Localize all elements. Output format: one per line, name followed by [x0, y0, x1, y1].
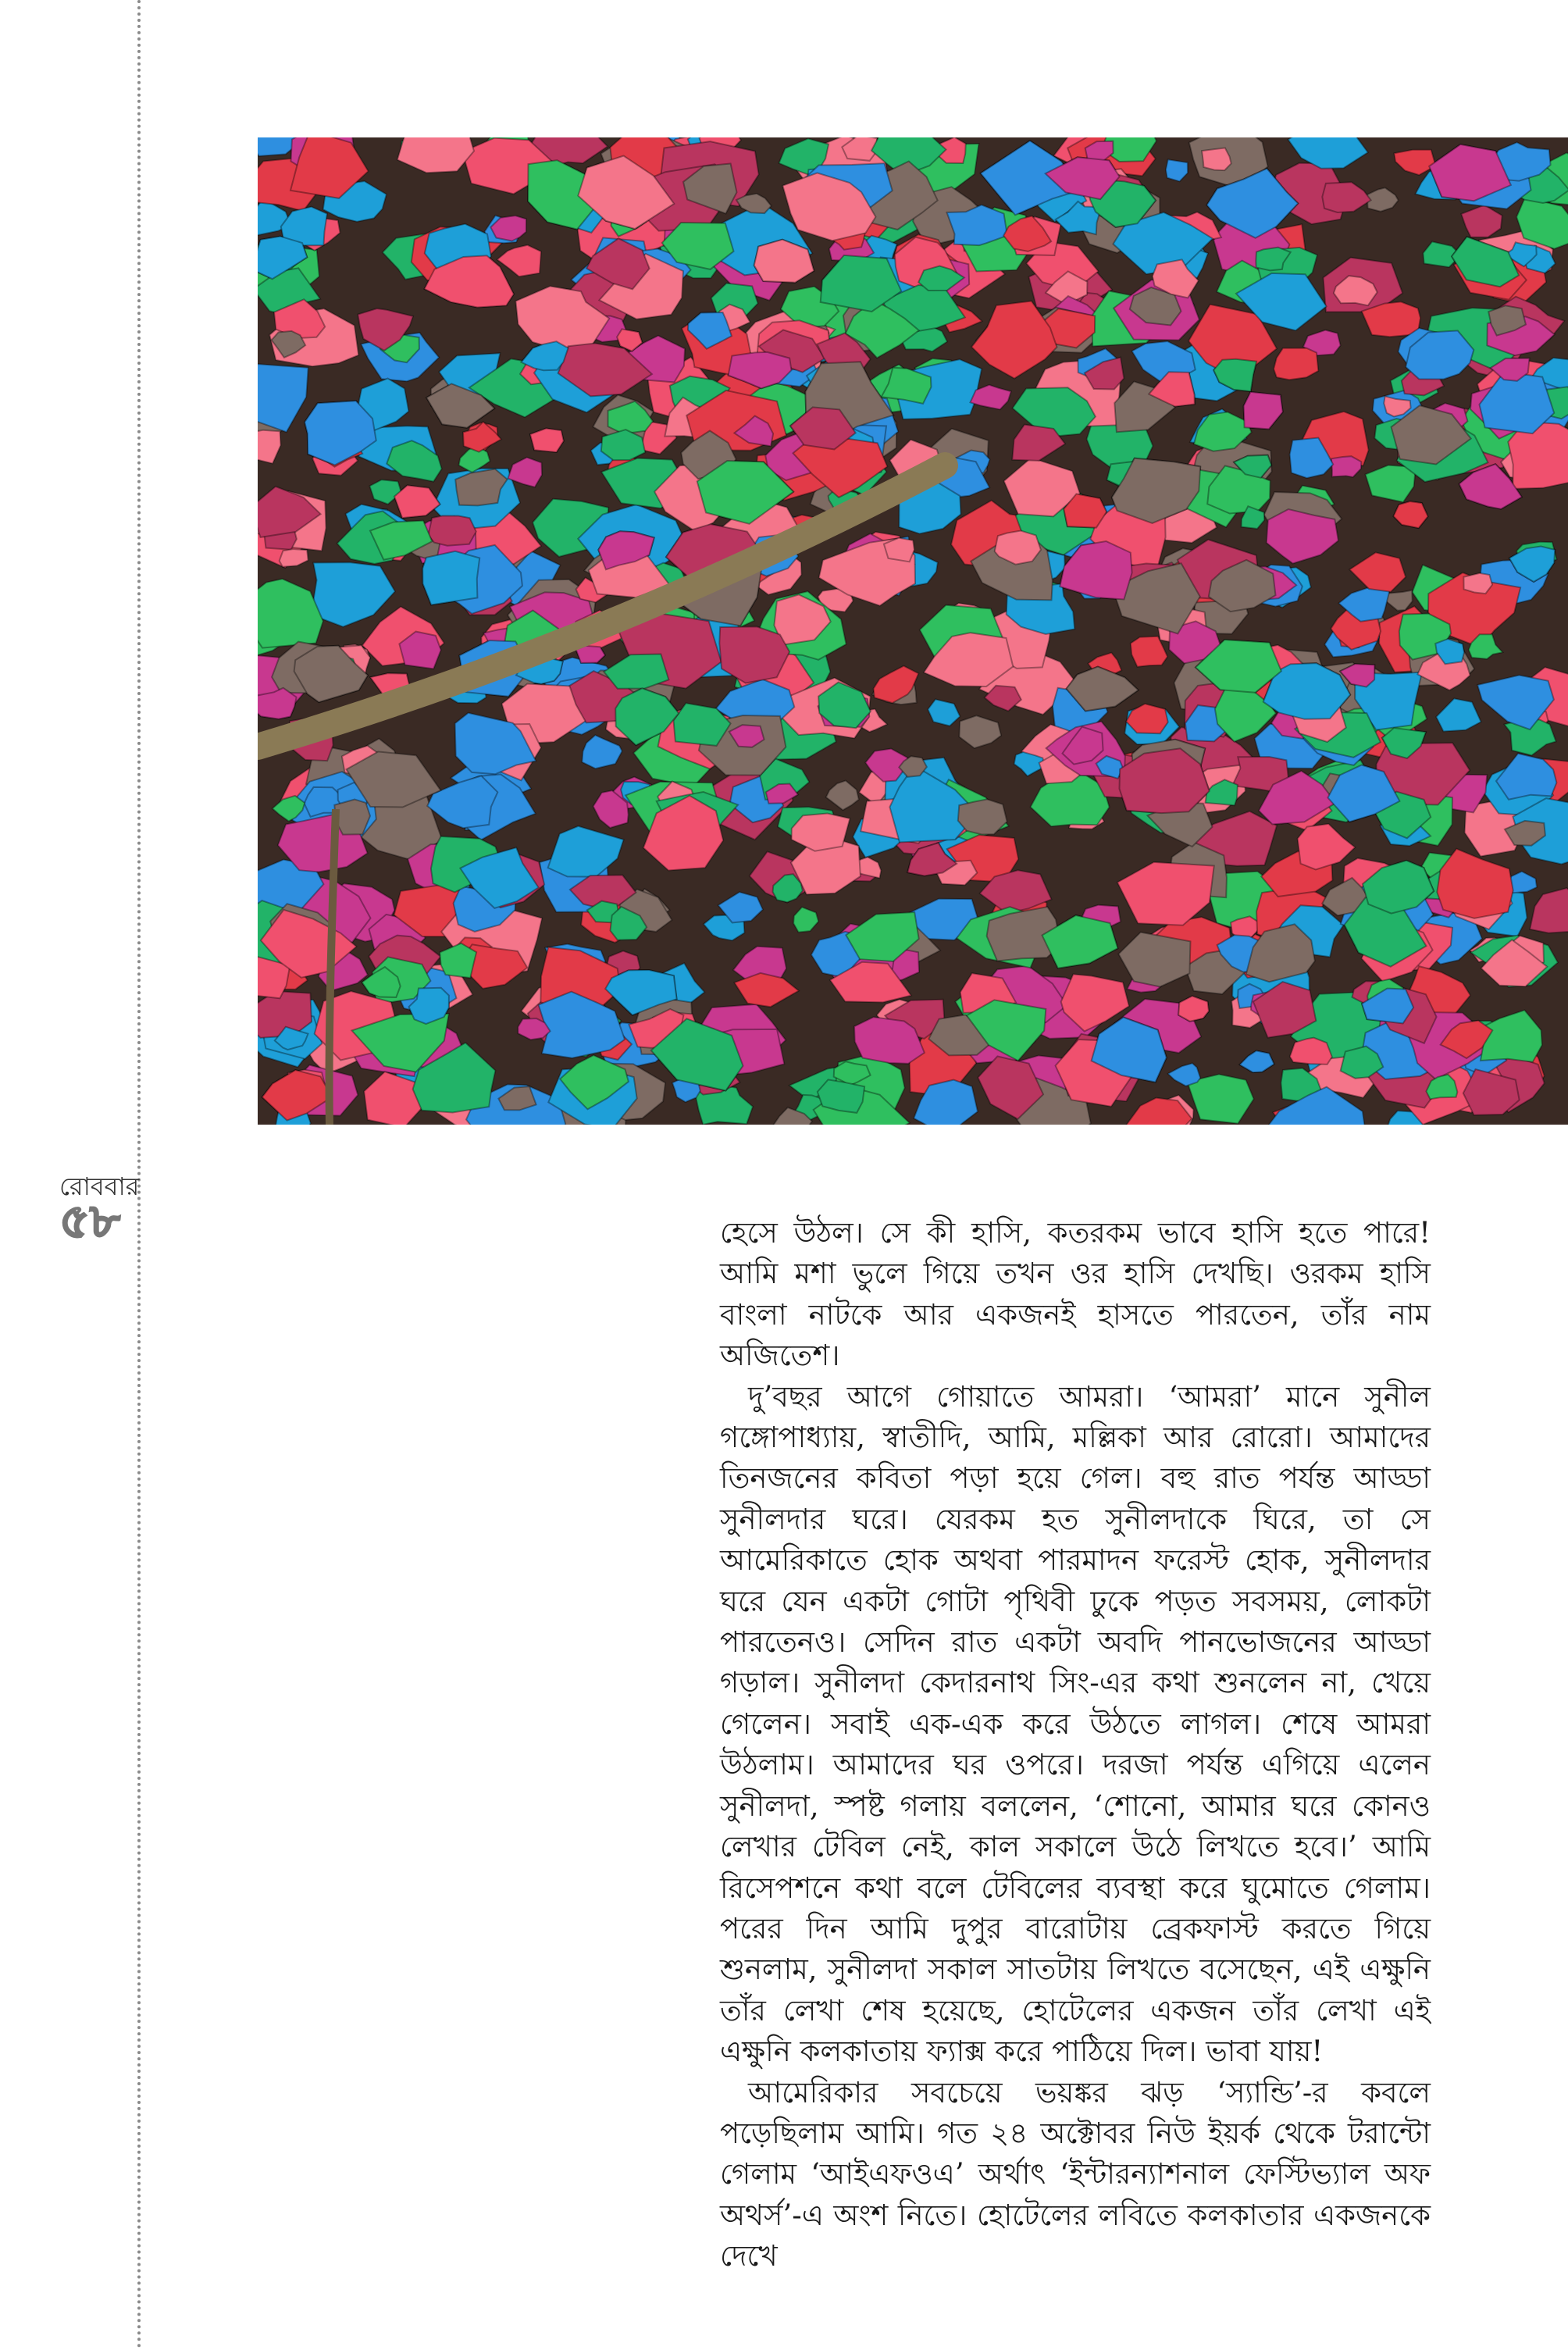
pebble-shape: [1274, 348, 1318, 380]
pebbles-photo: [258, 137, 1568, 1125]
pebble-shape: [958, 799, 1007, 834]
article-paragraph: হেসে উঠল। সে কী হাসি, কতরকম ভাবে হাসি হতে পারে! আমি মশা ভুলে গিয়ে তখন ওর হাসি দেখছি। ওরকম হাসি বাংলা নাটকে আর একজনই হাসতে পারতেন, তাঁর নাম অজিতেশ।: [720, 1216, 1431, 1373]
pebble-shape: [719, 626, 789, 683]
page-marker: [59, 1171, 145, 1249]
pebble-shape: [1331, 456, 1362, 477]
pebble-shape: [1202, 148, 1231, 170]
pebble-shape: [1463, 573, 1492, 594]
pebble-shape: [422, 551, 479, 605]
pebbles-illustration: [258, 137, 1568, 1125]
pebble-shape: [530, 429, 564, 453]
pebble-shape: [884, 538, 914, 562]
pebble-shape: [1290, 1038, 1332, 1064]
pebble-shape: [334, 800, 370, 835]
section-name: রোববার: [59, 1171, 140, 1201]
article-paragraph: দু’বছর আগে গোয়াতে আমরা। ‘আমরা’ মানে সুনীল গঙ্গোপাধ্যায়, স্বাতীদি, আমি, মল্লিকা আর রোরো। আমাদের তিনজনের কবিতা পড়া হয়ে গেল। বহু রাত পর্যন্ত আড্ডা সুনীলদার ঘরে। যেরকম হত সুনীলদাকে ঘিরে, তা সে আমেরিকাতে হোক অথবা পারমাদন ফরেস্ট হোক, সুনীলদার ঘরে যেন একটা গোটা পৃথিবী ঢুকে পড়ত সবসময়, লোকটা পারতেনও। সেদিন রাত একটা অবদি পানভোজনের আড্ডা গড়াল। সুনীলদা কেদারনাথ সিং-এর কথা শুনলেন না, খেয়ে গেলেন। সবাই এক-এক করে উঠতে লাগল। শেষে আমরা উঠলাম। আমাদের ঘর ওপরে। দরজা পর্যন্ত এগিয়ে এলেন সুনীলদা, স্পষ্ট গলায় বললেন, ‘শোনো, আমার ঘরে কোনও লেখার টেবিল নেই, কাল সকালে উঠে লিখতে হবে।’ আমি রিসেপশনে কথা বলে টেবিলের ব্যবস্থা করে ঘুমোতে গেলাম। পরের দিন আমি দুপুর বারোটায় ব্রেকফাস্ট করতে গিয়ে শুনলাম, সুনীলদা সকাল সাতটায় লিখতে বসেছেন, এই এক্ষুনি তাঁর লেখা শেষ হয়েছে, হোটেলের একজন তাঁর লেখা এই এক্ষুনি কলকাতায় ফ্যাক্স করে পাঠিয়ে দিল। ভাবা যায়!: [720, 1379, 1431, 2069]
article-body: [720, 1213, 1431, 2277]
article-paragraph: আমেরিকার সবচেয়ে ভয়ঙ্কর ঝড় ‘স্যান্ডি’-র কবলে পড়েছিলাম আমি। গত ২৪ অক্টোবর নিউ ইয়র্ক থেকে টরান্টো গেলাম ‘আইএফওএ’ অর্থাৎ ‘ইন্টারন্যাশনাল ফেস্টিভ্যাল অফ অথর্স’-এ অংশ নিতে। হোটেলের লবিতে কলকাতার একজনকে দেখে: [720, 2075, 1431, 2273]
pebble-shape: [428, 515, 476, 545]
page-number: ৫৮: [59, 1194, 120, 1249]
